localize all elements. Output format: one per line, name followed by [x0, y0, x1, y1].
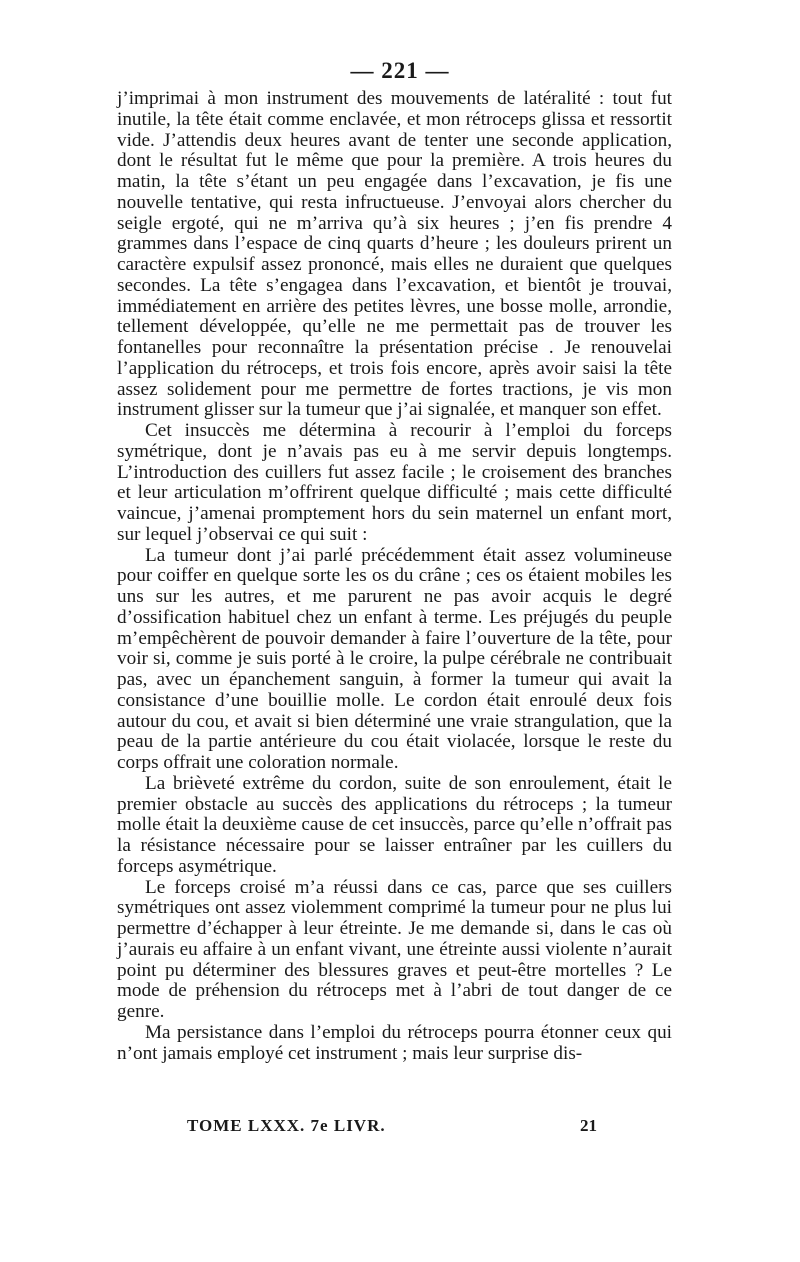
- page-footer: [187, 1116, 597, 1136]
- page-number-header: — 221 —: [350, 58, 450, 83]
- footer-sheet-number: 21: [580, 1116, 597, 1135]
- paragraph-3: La tumeur dont j’ai parlé précédemment était assez volumineuse pour coiffer en quelque sorte les os du crâne ; ces os étaient mobiles les uns sur les autres, et me parurent ne pas avoir acquis le degré d’ossification habituel chez un enfant à terme. Les préjugés du peuple m’empêchèrent de pouvoir demander à faire l’ouverture de la tête, pour voir si, comme je suis porté à le croire, la pulpe cérébrale ne contribuait pas, avec un épanchement sanguin, à former la tumeur qui avait la consistance d’une bouillie molle. Le cordon était enroulé deux fois autour du cou, et avait si bien déterminé une vraie strangulation, que la peau de la partie antérieure du cou était violacée, lorsque le reste du corps offrait une coloration normale.: [117, 544, 672, 773]
- paragraph-4: La brièveté extrême du cordon, suite de son enroulement, était le premier obstacle au succès des applications du rétroceps ; la tumeur molle était la deuxième cause de cet insuccès, parce qu’elle n’offrait pas la résistance nécessaire pour se laisser entraîner par les cuillers du forceps asymétrique.: [117, 772, 672, 877]
- paragraph-2: Cet insuccès me détermina à recourir à l’emploi du forceps symétrique, dont je n’avais pas eu à me servir depuis longtemps. L’introduction des cuillers fut assez facile ; le croisement des branches et leur articulation m’offrirent quelque difficulté ; mais cette difficulté vaincue, j’amenai promptement hors du sein maternel un enfant mort, sur lequel j’observai ce qui suit :: [117, 420, 672, 545]
- paragraph-1: j’imprimai à mon instrument des mouvements de latéralité : tout fut inutile, la tête était comme enclavée, et mon rétroceps glissa et ressortit vide. J’attendis deux heures avant de tenter une seconde application, dont le résultat fut le même que pour la première. A trois heures du matin, la tête s’étant un peu engagée dans l’excavation, je fis une nouvelle tentative, qui resta infructueuse. J’envoyai alors chercher du seigle ergoté, qui ne m’arriva qu’à six heures ; j’en fis prendre 4 grammes dans l’espace de cinq quarts d’heure ; les douleurs prirent un caractère expulsif assez prononcé, mais elles ne duraient que quelques secondes. La tête s’engagea dans l’excavation, et bientôt je trouvai, immédiatement en arrière des petites lèvres, une bosse molle, arrondie, tellement développée, qu’elle ne me permettait pas de trouver les fontanelles pour reconnaître la présentation précise . Je renouvelai l’application du rétroceps, et trois fois encore, après avoir saisi la tête assez solidement pour me permettre de fortes tractions, je vis mon instrument glisser sur la tumeur que j’ai signalée, et manquer son effet.: [117, 88, 672, 421]
- paragraph-6: Ma persistance dans l’emploi du rétroceps pourra étonner ceux qui n’ont jamais employé cet instrument ; mais leur surprise dis-: [117, 1021, 672, 1064]
- paragraph-5: Le forceps croisé m’a réussi dans ce cas, parce que ses cuillers symétriques ont assez violemment comprimé la tumeur pour ne plus lui permettre d’échapper à leur étreinte. Je me demande si, dans le cas où j’aurais eu affaire à un enfant vivant, une étreinte aussi violente n’aurait point pu déterminer des blessures graves et peut-être mortelles ? Le mode de préhension du rétroceps met à l’abri de tout danger de ce genre.: [117, 876, 672, 1022]
- footer-signature: TOME LXXX. 7e LIVR.: [187, 1116, 386, 1135]
- body-text: [117, 89, 672, 1064]
